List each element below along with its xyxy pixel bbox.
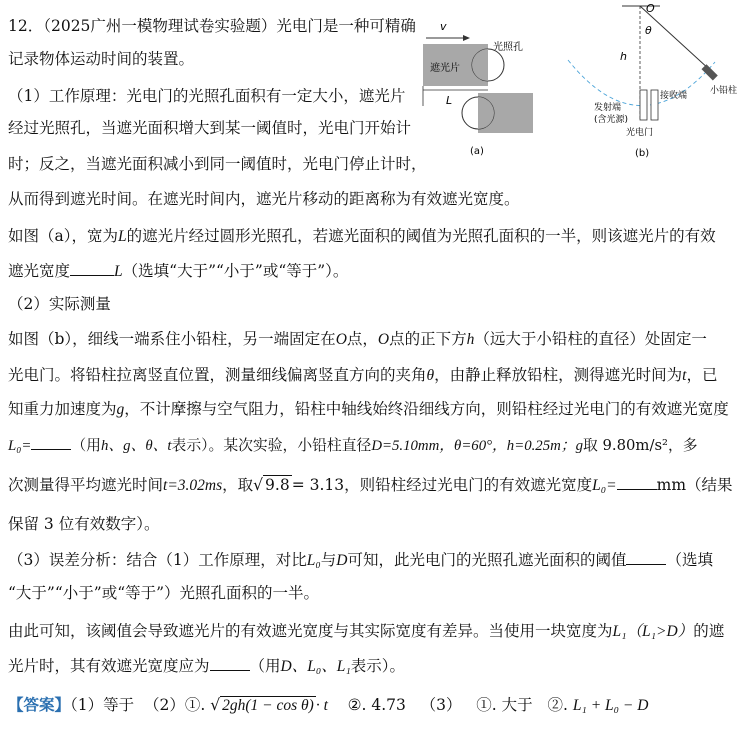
question-line-18: 由此可知，该阈值会导致遮光片的有效遮光宽度与其实际宽度有差异。当使用一块宽度为L₁（L₁>D）的遮 xyxy=(8,622,725,640)
question-line-8: 遮光宽度 L（选填“大于”“小于”或“等于”）。 xyxy=(8,259,348,283)
figure-a xyxy=(418,8,533,158)
fig-b-emitter-label: 发射端 xyxy=(594,103,622,113)
fig-b-emitter xyxy=(640,90,647,120)
question-line-10: 如图（b），细线一端系住小铅柱，另一端固定在O点，O点的正下方h（远大于小铅柱的直径）处固定一 xyxy=(8,330,707,348)
fig-b-pencil xyxy=(702,64,718,80)
fig-b-string xyxy=(640,6,710,70)
answer-formula: 2gh(1 − cos θ) xyxy=(222,697,314,714)
question-line-17: “大于”“小于”或“等于”）光照孔面积的一半。 xyxy=(8,584,320,602)
answer-blank-3[interactable] xyxy=(617,473,657,490)
fig-a-caption: (a) xyxy=(470,146,484,157)
fig-a-hole-label: 光照孔 xyxy=(493,42,523,53)
fig-a-velocity-label: v xyxy=(440,20,447,33)
fig-a-width-label: L xyxy=(446,94,453,107)
question-line-11: 光电门。将铅柱拉离竖直位置，测量细线偏离竖直方向的夹角θ，由静止释放铅柱，测得遮光时间为t，已 xyxy=(8,366,718,384)
part-2-heading: （2）实际测量 xyxy=(8,295,111,313)
question-line-7: 如图（a），宽为L的遮光片经过圆形光照孔，若遮光面积的阈值为光照孔面积的一半，则该遮光片的有效 xyxy=(8,227,716,245)
fig-b-pivot-label: O xyxy=(646,2,655,15)
fig-b-gate-label: 光电门 xyxy=(626,128,654,138)
question-line-6: 从而得到遮光时间。在遮光时间内，遮光片移动的距离称为有效遮光宽度。 xyxy=(8,190,520,208)
fig-b-receiver-label: 接收端 xyxy=(660,91,688,101)
question-line-13: L₀= （用h、g、θ、t表示）。某次实验，小铅柱直径D=5.10mm，θ=60°，h=0.25m；g取 9.80m/s²，多 xyxy=(8,433,698,457)
question-line-15: 保留 3 位有效数字）。 xyxy=(8,515,160,533)
figure-b xyxy=(560,0,755,165)
answer-blank-4[interactable] xyxy=(626,548,666,565)
question-line-14: 次测量得平均遮光时间t=3.02ms，取√ 9.8 = 3.13，则铅柱经过光电门的有效遮光宽度L₀= mm（结果 xyxy=(8,473,733,497)
answer-blank-1[interactable] xyxy=(70,259,114,276)
question-line-12: 知重力加速度为g，不计摩擦与空气阻力，铅柱中轴线始终沿细线方向，则铅柱经过光电门的有效遮光宽度 xyxy=(8,400,729,418)
question-line-19: 光片时，其有效遮光宽度应为 （用D、L₀、L₁表示）。 xyxy=(8,654,405,678)
question-line-2: 记录物体运动时间的装置。 xyxy=(8,50,195,68)
answer-blank-5[interactable] xyxy=(210,654,250,671)
answer-expression: L₁ + L₀ − D xyxy=(572,697,649,714)
question-line-1: 12．（2025广州一模物理试卷实验题）光电门是一种可精确 xyxy=(8,17,416,35)
question-line-5: 时；反之，当遮光面积减小到同一阈值时，光电门停止计时， xyxy=(8,155,427,173)
fig-b-pencil-label: 小铅柱 xyxy=(710,86,738,96)
answer-blank-2[interactable] xyxy=(31,433,71,450)
fig-b-caption: (b) xyxy=(635,148,650,159)
sqrt-9-8: 9.8 xyxy=(265,476,290,494)
answer-tag: 【答案】 xyxy=(8,695,71,714)
question-line-3: （1）工作原理：光电门的光照孔面积有一定大小，遮光片 xyxy=(8,87,406,105)
fig-b-source-label: (含光源) xyxy=(594,115,629,125)
fig-a-shade-label: 遮光片 xyxy=(430,63,460,74)
fig-b-height-label: h xyxy=(620,50,627,63)
question-line-4: 经过光照孔，当遮光面积增大到某一阈值时，光电门开始计 xyxy=(8,119,412,137)
fig-a-arrowhead xyxy=(463,35,470,41)
answer-line: 【答案】（1）等于 （2）①. √ 2gh(1 − cos θ) · t ②. 4.73 （3） ①. 大于 ②. L₁ + L₀ − D xyxy=(8,695,649,714)
question-line-16: （3）误差分析：结合（1）工作原理，对比L₀与D可知，此光电门的光照孔遮光面积的阈值 （选填 xyxy=(8,548,713,572)
fig-b-receiver xyxy=(651,90,658,120)
fig-b-angle-label: θ xyxy=(645,24,652,37)
